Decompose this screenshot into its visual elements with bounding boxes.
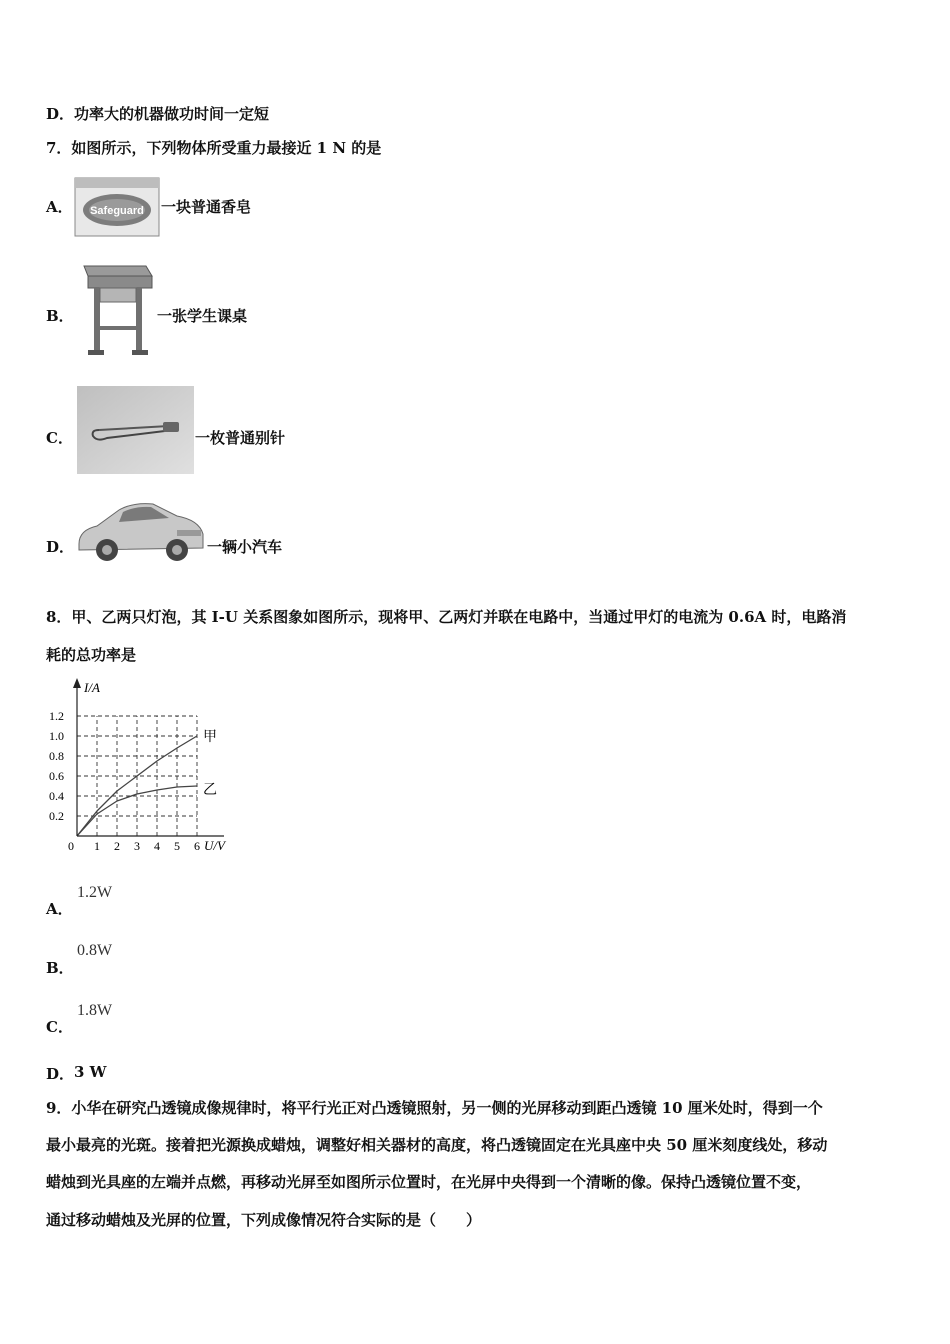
x-axis-label: U/V bbox=[204, 838, 225, 853]
q7-option-b-label[interactable]: B． bbox=[46, 307, 74, 325]
soap-brand-text: Safeguard bbox=[90, 205, 144, 217]
q7-option-a-text: 一块普通香皂 bbox=[161, 198, 252, 216]
q8-option-c-label[interactable]: C． bbox=[46, 1018, 73, 1036]
x-tick-label: 2 bbox=[114, 839, 120, 853]
y-axis-arrow bbox=[73, 678, 81, 688]
q7-stem: 7．如图所示，下列物体所受重力最接近 1 N 的是 bbox=[46, 139, 382, 157]
car-image bbox=[73, 494, 207, 570]
q8-stem-line1: 8．甲、乙两只灯泡，其 I-U 关系图象如图所示，现将甲、乙两灯并联在电路中，当通过甲灯的电流为 0.6A 时，电路消 bbox=[46, 608, 847, 626]
q8-option-b-value: 0.8W bbox=[77, 942, 113, 959]
q7-option-c-label[interactable]: C． bbox=[46, 429, 73, 447]
x-tick-label: 5 bbox=[174, 839, 180, 853]
series-label-yi: 乙 bbox=[203, 783, 217, 798]
y-axis-label: I/A bbox=[84, 680, 100, 695]
q6-option-d: D．功率大的机器做功时间一定短 bbox=[46, 105, 270, 123]
q7-option-b-text: 一张学生课桌 bbox=[157, 307, 248, 325]
q9-line2: 最小最亮的光斑。接着把光源换成蜡烛，调整好相关器材的高度，将凸透镜固定在光具座中央 50 厘米刻度线处，移动 bbox=[46, 1136, 828, 1154]
q7-option-a-label[interactable]: A． bbox=[46, 198, 73, 216]
x-tick-label: 4 bbox=[154, 839, 160, 853]
q8-option-a-label[interactable]: A． bbox=[46, 900, 73, 918]
q8-option-b-label[interactable]: B． bbox=[46, 959, 74, 977]
q7-option-d-text: 一辆小汽车 bbox=[207, 538, 283, 556]
iu-chart bbox=[44, 676, 244, 856]
q8-option-d-label[interactable]: D． bbox=[46, 1065, 75, 1083]
q7-option-d-label[interactable]: D． bbox=[46, 538, 75, 556]
q9-line1: 9．小华在研究凸透镜成像规律时，将平行光正对凸透镜照射，另一侧的光屏移动到距凸透镜 10 厘米处时，得到一个 bbox=[46, 1099, 823, 1117]
q9-line3: 蜡烛到光具座的左端并点燃，再移动光屏至如图所示位置时，在光屏中央得到一个清晰的像。保持凸透镜位置不变， bbox=[46, 1173, 812, 1191]
safety-pin-image bbox=[77, 386, 194, 474]
q8-option-a-value: 1.2W bbox=[77, 884, 113, 901]
y-tick-label: 0.4 bbox=[49, 789, 64, 803]
y-tick-label: 1.2 bbox=[49, 709, 64, 723]
q8-stem-line2: 耗的总功率是 bbox=[46, 646, 137, 664]
y-tick-label: 0.6 bbox=[49, 769, 64, 783]
x-tick-label: 1 bbox=[94, 839, 100, 853]
soap-image bbox=[73, 172, 163, 240]
q9-line4: 通过移动蜡烛及光屏的位置，下列成像情况符合实际的是（ ） bbox=[46, 1211, 482, 1229]
x-tick-label: 0 bbox=[68, 839, 74, 853]
y-tick-label: 1.0 bbox=[49, 729, 64, 743]
desk-image bbox=[78, 258, 156, 358]
series-label-jia: 甲 bbox=[203, 730, 217, 745]
y-tick-label: 0.8 bbox=[49, 749, 64, 763]
x-tick-label: 6 bbox=[194, 839, 200, 853]
q7-option-c-text: 一枚普通别针 bbox=[195, 429, 286, 447]
q8-option-d-value: 3 W bbox=[74, 1063, 107, 1081]
x-tick-label: 3 bbox=[134, 839, 140, 853]
y-tick-label: 0.2 bbox=[49, 809, 64, 823]
q8-option-c-value: 1.8W bbox=[77, 1002, 113, 1019]
